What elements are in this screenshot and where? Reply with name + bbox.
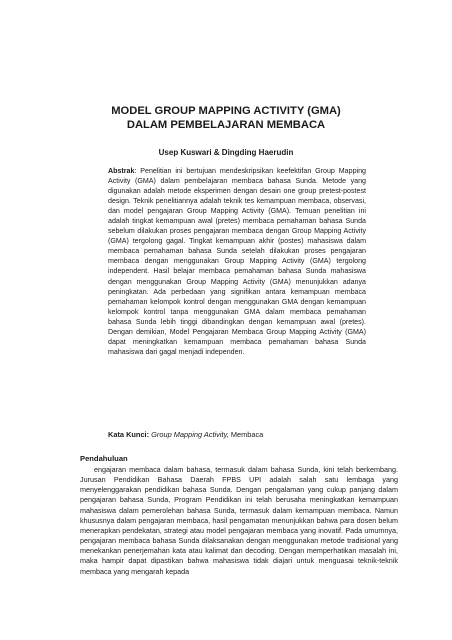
abstract [108,166,366,357]
abstract-label: Abstrak [108,167,135,175]
intro-body [80,465,398,577]
keywords [108,430,366,440]
keywords-label: Kata Kunci: [108,430,150,439]
section-heading: Pendahuluan [80,454,128,463]
keywords-value-italic: Group Mapping Activity, [151,430,229,439]
authors: Usep Kuswari & Dingding Haerudin [158,148,294,157]
title-line-1: MODEL GROUP MAPPING ACTIVITY (GMA) [111,105,341,117]
keywords-value: Membaca [230,430,264,439]
title-line-2: DALAM PEMBELAJARAN MEMBACA [126,119,326,131]
paper-title [40,104,412,132]
abstract-text: : Penelitian ini bertujuan mendeskripsikan keefektifan Group Mapping Activity (GMA) dalam pembelajaran membaca bahasa Sunda. Metode yang digunakan adalah metode eksperimen dengan desain one group pretest-postest design. Teknik penelitiannya adalah teknik tes kemampuan membaca, observasi, dan model pengajaran Group Mapping Activity (GMA). Temuan penelitian ini adalah tingkat kemampuan awal (pretes) membaca pemahaman bahasa Sunda sebelum dilakukan proses pengajaran membaca dengan Group Mapping Activity (GMA) tergolong gagal. Tingkat kemampuan akhir (postes) mahasiswa dalam membaca pemahaman bahasa Sunda setelah dilakukan proses pengajaran membaca dengan menggunakan Group Mapping Activity (GMA) tergolong independent. Hasil belajar membaca pemahaman bahasa Sunda mahasiswa dengan menggunakan Group Mapping Activity (GMA) menunjukkan adanya peningkatan. Ada perbedaan yang signifikan antara kemampuan membaca pemahaman kelompok kontrol dengan menggunakan GMA dengan kemampuan kelompok kontrol tanpa menggunakan GMA dalam membaca pemahaman bahasa Sunda lebih tinggi dibandingkan dengan kemampuan awal (pretes). Dengan demikian, Model Pengajaran Membaca Group Mapping Activity (GMA) dapat meningkatkan kemampuan membaca pemahaman bahasa Sunda mahasiswa dari gagal menjadi independen. [108,167,366,356]
intro-paragraph: engajaran membaca dalam bahasa, termasuk dalam bahasa Sunda, kini telah berkembang. Jurusan Pendidikan Bahasa Daerah FPBS UPI adalah salah satu lembaga yang menyelenggarakan pendidikan bahasa Sunda. Dengan pengalaman yang cukup panjang dalam pengajaran bahasa Sunda, Program Pendidikan ini telah berusaha meningkatkan kemampuan mahasiswa dalam pemerolehan bahasa Sunda, termasuk dalam kemampuan membaca. Namun khususnya dalam pengajaran membaca, hasil pengamatan menunjukkan bahwa para dosen belum menerapkan pendekatan, strategi atau model pengajaran membaca yang inovatif. Pada umumnya, pengajaran membaca bahasa Sunda dilaksanakan dengan menggunakan metode tradisional yang menekankan penerjemahan kata atau kalimat dan decoding. Dengan memperhatikan masalah ini, maka hampir dapat dipastikan bahwa mahasiswa tidak diajari untuk menguasai teknik-teknik membaca yang mengarah kepada [80,465,398,576]
